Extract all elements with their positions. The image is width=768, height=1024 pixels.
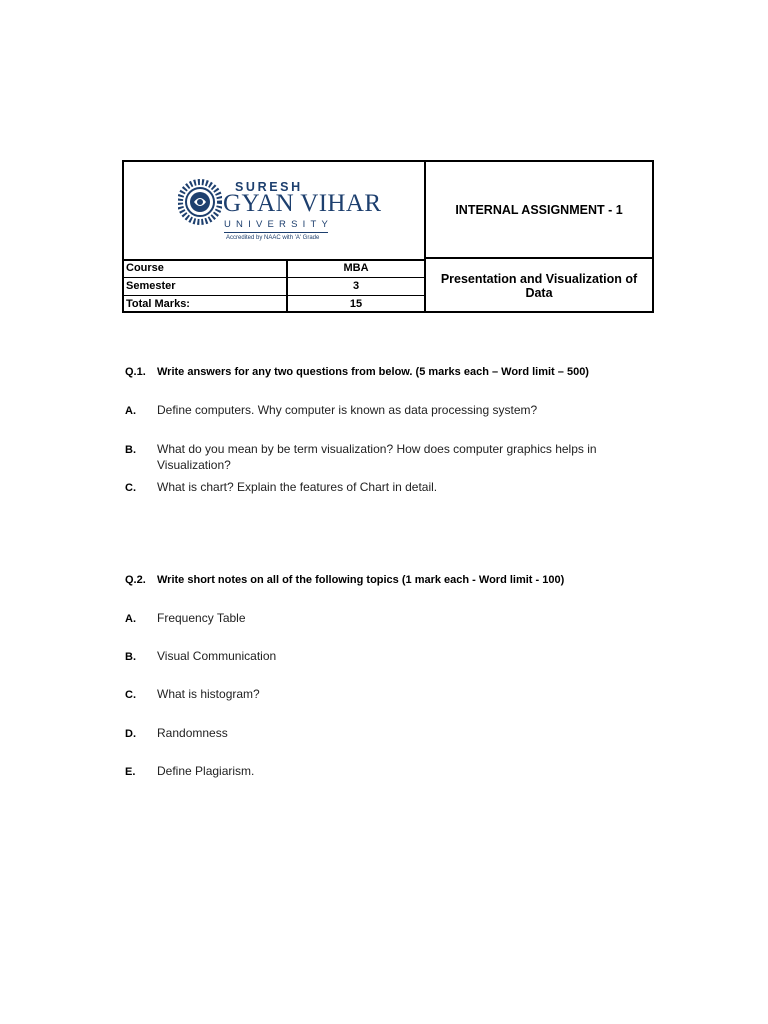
q2-item-letter: D.: [125, 728, 136, 740]
q2-item-letter: B.: [125, 651, 136, 663]
subject-title: Presentation and Visualization of Data: [440, 272, 638, 300]
q2-item-text: What is histogram?: [157, 687, 260, 701]
course-value: MBA: [287, 259, 424, 277]
total-marks-label: Total Marks:: [124, 295, 287, 313]
assignment-title: INTERNAL ASSIGNMENT - 1: [426, 162, 652, 259]
q1-item-letter: A.: [125, 405, 136, 417]
semester-label: Semester: [124, 277, 287, 295]
q1-instruction: Write answers for any two questions from below. (5 marks each – Word limit – 500): [157, 366, 589, 378]
course-label: Course: [124, 259, 287, 277]
semester-value: 3: [287, 277, 424, 295]
logo-text-gyan-vihar: GYAN VIHAR: [223, 190, 382, 217]
logo-text-university: UNIVERSITY: [224, 219, 334, 230]
q2-item-letter: E.: [125, 766, 136, 778]
semester-row: [124, 277, 424, 295]
q2-item-text: Visual Communication: [157, 649, 277, 663]
logo-text-suresh: SURESH: [235, 180, 303, 194]
total-marks-row: [124, 295, 424, 313]
logo-rule: [224, 232, 328, 233]
header-table: [122, 160, 654, 313]
total-marks-value: 15: [349, 298, 363, 311]
university-logo: [178, 178, 382, 244]
course-info-table: [124, 259, 424, 313]
q1-item-letter: C.: [125, 482, 136, 494]
q2-item-letter: A.: [125, 613, 136, 625]
q2-item-letter: C.: [125, 689, 136, 701]
q2-item-text: Define Plagiarism.: [157, 764, 255, 778]
q2-item-text: Randomness: [157, 726, 228, 740]
q2-instruction: Write short notes on all of the following topics (1 mark each - Word limit - 100): [157, 574, 565, 586]
q1-item-text: Define computers. Why computer is known as data processing system?: [157, 403, 538, 417]
q2-item-text: Frequency Table: [157, 611, 246, 625]
q1-number: Q.1.: [125, 366, 146, 378]
logo-text-accreditation: Accredited by NAAC with 'A' Grade: [226, 235, 320, 241]
q1-heading: [125, 366, 589, 378]
q1-item-text: What do you mean by be term visualization? How does computer graphics helps in Visualization?: [157, 442, 597, 472]
q2-heading: [125, 574, 564, 586]
q1-item-text: What is chart? Explain the features of Chart in detail.: [157, 480, 438, 494]
seal-icon: [178, 178, 222, 226]
q2-number: Q.2.: [125, 574, 146, 586]
logo-cell: [124, 162, 424, 261]
q1-item-letter: B.: [125, 444, 136, 456]
course-row: [124, 259, 424, 277]
